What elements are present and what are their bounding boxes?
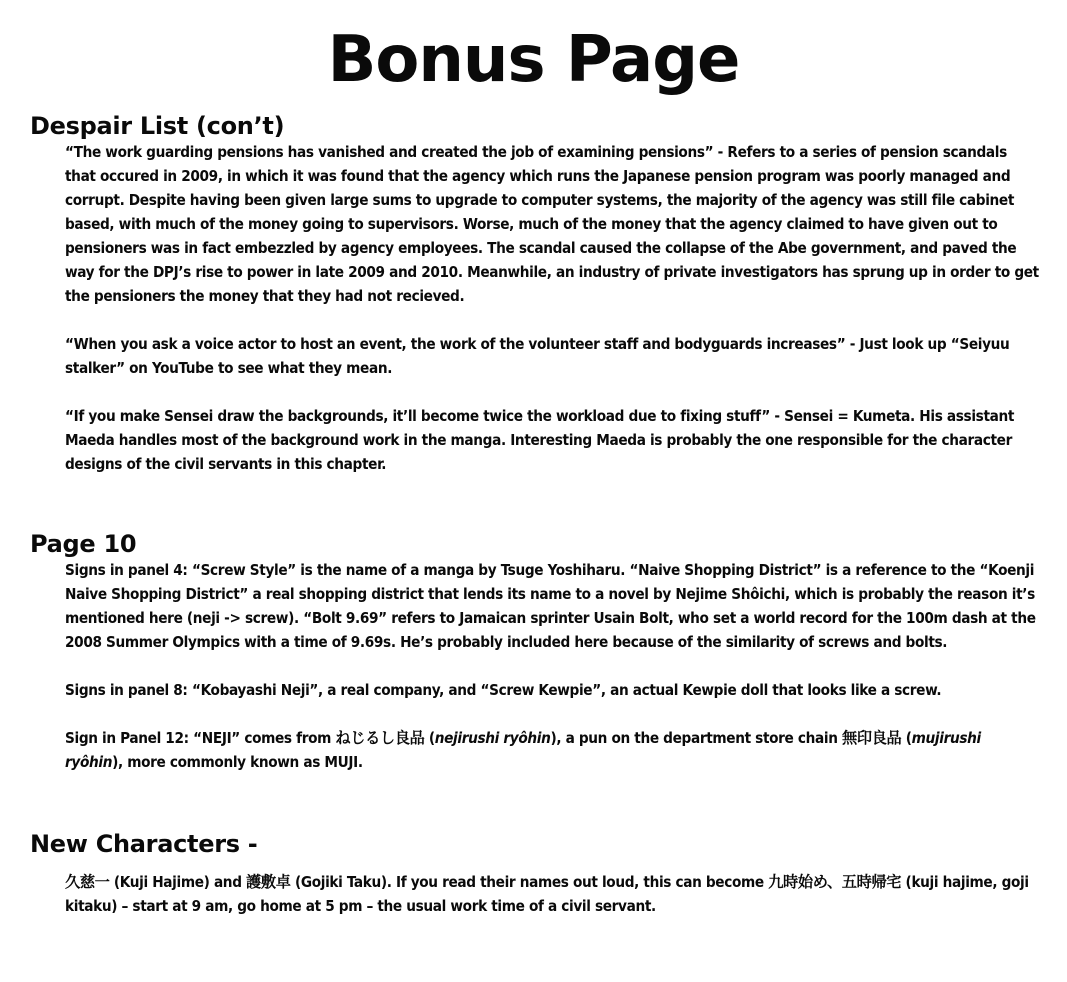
panel-12-middle: ), a pun on the department store chain 無印良品 ( [550, 729, 912, 747]
panel-12-reading-mujirushi: mujirushi ryôhin [65, 729, 981, 771]
section-new-characters [30, 830, 1040, 918]
note-pensions: “The work guarding pensions has vanished and created the job of examining pensions” - Refers to a series of pension scandals that occured in 2009, in which it was found that the agency which runs the Japanese pension program was poorly managed and corrupt. Despite having been given large sums to upgrade to computer systems, the majority of the agency was still file cabinet based, with much of the money going to supervisors. Worse, much of the money that the agency claimed to have given out to pensioners was in fact embezzled by agency employees. The scandal caused the collapse of the Abe government, and paved the way for the DPJ’s rise to power in late 2009 and 2010. Meanwhile, an industry of private investigators has sprung up in order to get the pensioners the money that they had not recieved. [65, 143, 1039, 305]
section-body-new-characters [65, 870, 1040, 918]
section-body-despair-list [65, 140, 1040, 476]
section-heading-new-characters: New Characters - [30, 830, 258, 858]
panel-12-suffix: ), more commonly known as MUJI. [112, 753, 363, 771]
section-page-10 [30, 530, 1040, 774]
panel-12-prefix: Sign in Panel 12: “NEJI” comes from ねじるし良品 ( [65, 729, 435, 747]
note-backgrounds: “If you make Sensei draw the backgrounds, it’ll become twice the workload due to fixing stuff” - Sensei = Kumeta. His assistant Maeda handles most of the background work in the manga. Interesting Maeda is probably the one responsible for the character designs of the civil servants in this chapter. [65, 407, 1015, 473]
note-new-characters: 久慈一 (Kuji Hajime) and 護敷卓 (Gojiki Taku). If you read their names out loud, this can become 九時始め、五時帰宅 (kuji hajime, goji kitaku) – start at 9 am, go home at 5 pm – the usual work time of a civil servant. [65, 873, 1029, 915]
note-panel-12 [65, 726, 1040, 774]
section-heading-despair-list: Despair List (con’t) [30, 112, 285, 140]
section-despair-list [30, 112, 1040, 476]
note-panel-4: Signs in panel 4: “Screw Style” is the name of a manga by Tsuge Yoshiharu. “Naive Shopping District” is a reference to the “Koenji Naive Shopping District” a real shopping district that lends its name to a novel by Nejime Shôichi, which is probably the reason it’s mentioned here (neji -> screw). “Bolt 9.69” refers to Jamaican sprinter Usain Bolt, who set a world record for the 100m dash at the 2008 Summer Olympics with a time of 9.69s. He’s probably included here because of the similarity of screws and bolts. [65, 561, 1036, 651]
note-panel-8: Signs in panel 8: “Kobayashi Neji”, a real company, and “Screw Kewpie”, an actual Kewpie doll that looks like a screw. [65, 681, 942, 699]
section-body-page-10 [65, 558, 1040, 774]
page-title: Bonus Page [327, 23, 740, 97]
panel-12-reading-nejirushi: nejirushi ryôhin [434, 729, 551, 747]
note-voice-actor: “When you ask a voice actor to host an event, the work of the volunteer staff and bodyguards increases” - Just look up “Seiyuu stalker” on YouTube to see what they mean. [65, 335, 1010, 377]
section-heading-page-10: Page 10 [30, 530, 137, 558]
